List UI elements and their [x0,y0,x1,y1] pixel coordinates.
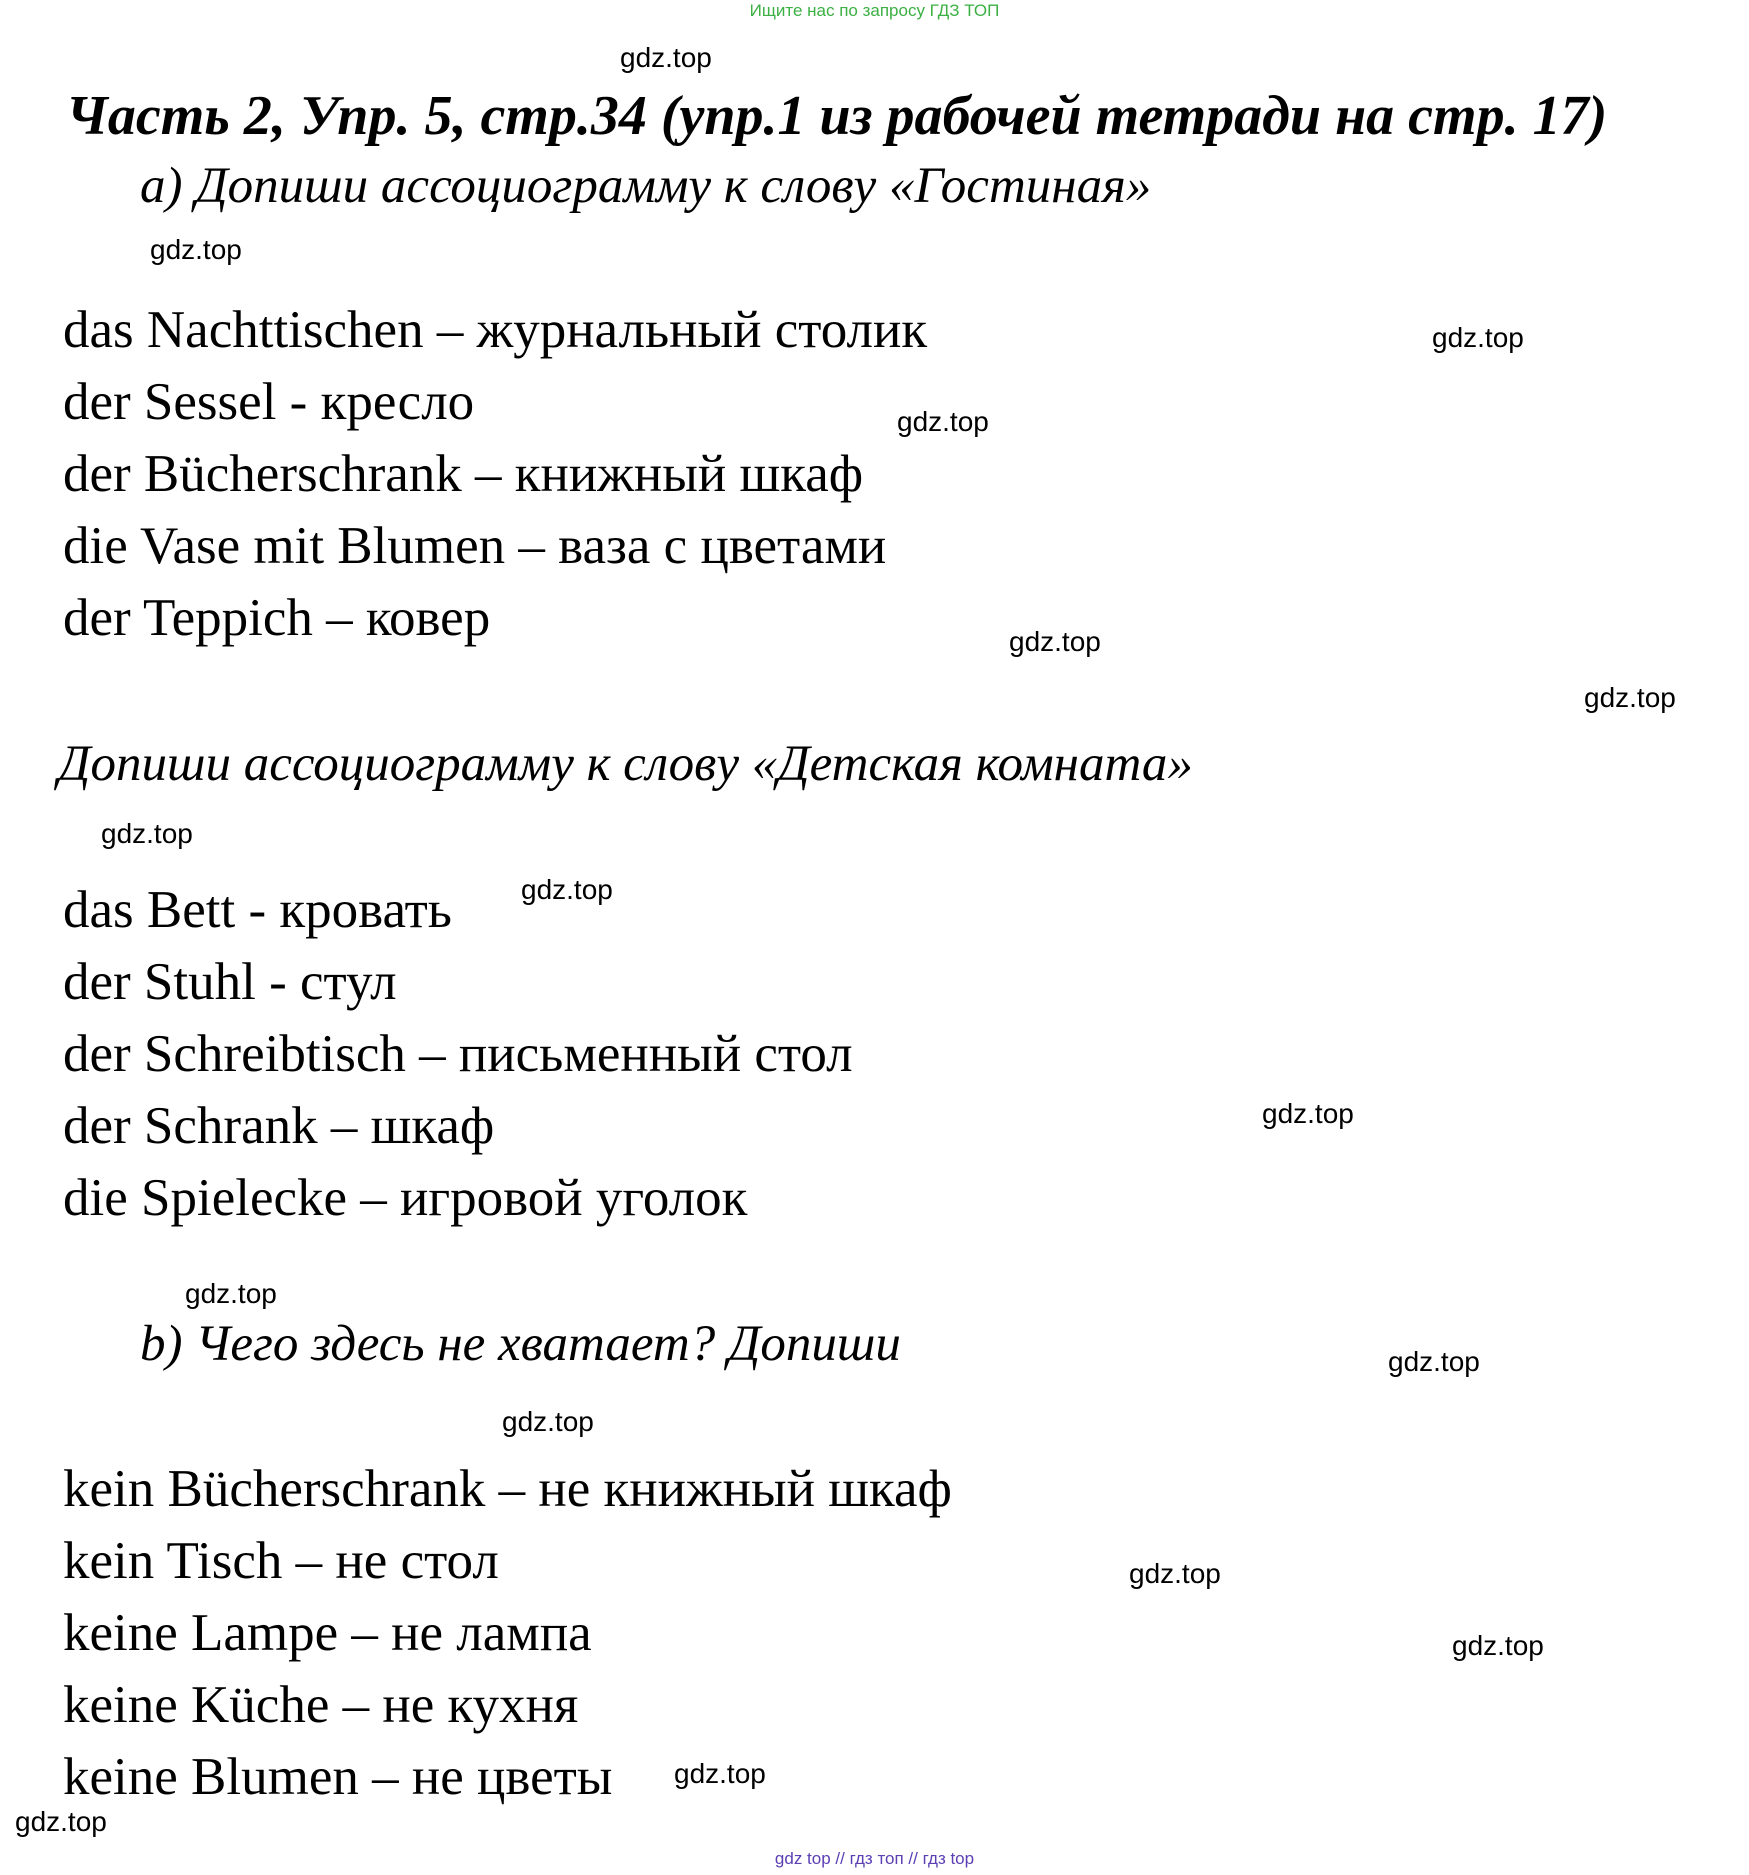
list-item: kein Tisch – не стол [63,1532,499,1590]
watermark: gdz.top [674,1758,766,1789]
watermark: gdz.top [1388,1346,1480,1377]
section-a2-heading: Допиши ассоциограмму к слову «Детская комната» [58,736,1193,792]
watermark: gdz.top [1452,1630,1544,1661]
list-item: die Vase mit Blumen – ваза с цветами [63,517,887,575]
watermark: gdz.top [1009,626,1101,657]
list-item: der Schrank – шкаф [63,1097,495,1155]
list-item: keine Blumen – не цветы [63,1748,613,1806]
list-item: das Bett - кровать [63,881,452,939]
section-b-heading: b) Чего здесь не хватает? Допиши [140,1316,901,1372]
list-item: der Teppich – ковер [63,589,491,647]
list-item: keine Lampe – не лампа [63,1604,592,1662]
list-item: keine Küche – не кухня [63,1676,579,1734]
list-item: kein Bücherschrank – не книжный шкаф [63,1460,952,1518]
watermark: gdz.top [897,406,989,437]
watermark: gdz.top [1262,1098,1354,1129]
watermark: gdz.top [1584,682,1676,713]
watermark: gdz.top [521,874,613,905]
watermark: gdz.top [620,42,712,73]
list-item: der Schreibtisch – письменный стол [63,1025,853,1083]
watermark: gdz.top [185,1278,277,1309]
list-item: die Spielecke – игровой уголок [63,1169,748,1227]
list-item: der Stuhl - стул [63,953,397,1011]
list-item: der Bücherschrank – книжный шкаф [63,445,864,503]
top-banner: Ищите нас по запросу ГДЗ ТОП [749,1,1000,20]
list-item: der Sessel - кресло [63,373,475,431]
watermark: gdz.top [101,818,193,849]
footer-links: gdz top // гдз топ // гдз top [774,1849,975,1868]
watermark: gdz.top [1432,322,1524,353]
section-a-heading: а) Допиши ассоциограмму к слову «Гостиная» [140,158,1152,214]
page-title: Часть 2, Упр. 5, стр.34 (упр.1 из рабочей тетради на стр. 17) [66,85,1608,147]
watermark: gdz.top [150,234,242,265]
watermark: gdz.top [502,1406,594,1437]
list-item: das Nachttischen – журнальный столик [63,301,928,359]
watermark: gdz.top [1129,1558,1221,1589]
watermark: gdz.top [15,1806,107,1837]
